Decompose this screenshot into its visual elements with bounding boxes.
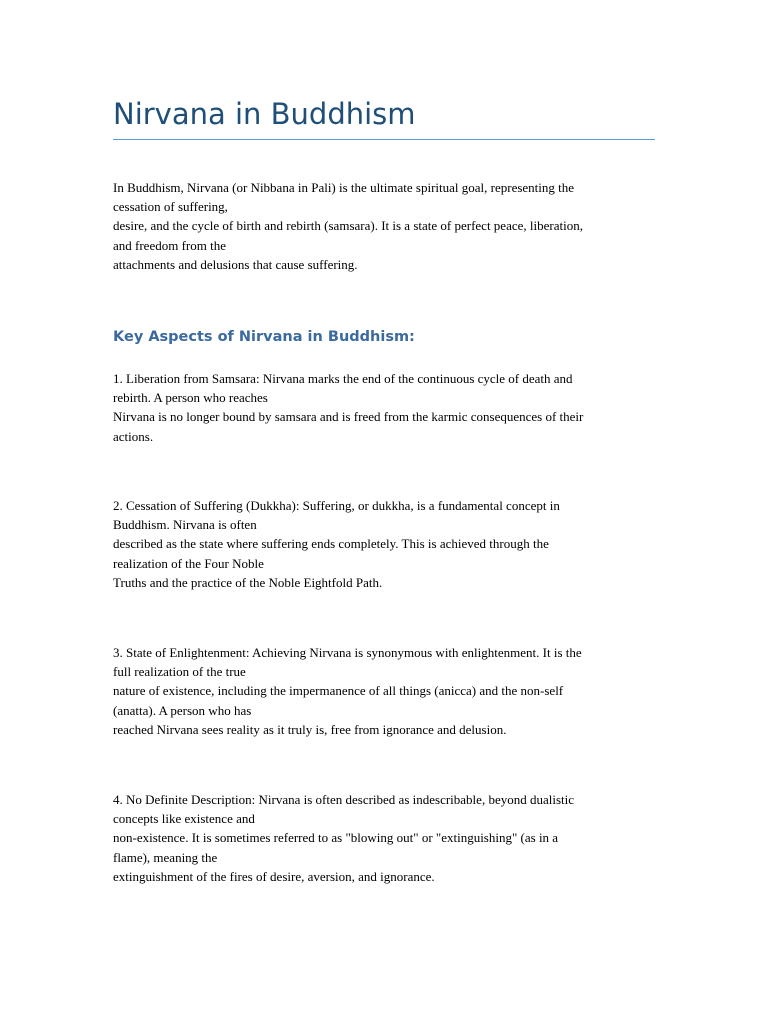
aspect-line: 2. Cessation of Suffering (Dukkha): Suffering, or dukkha, is a fundamental concept in bbox=[113, 498, 560, 513]
aspect-line: realization of the Four Noble bbox=[113, 555, 264, 571]
title-underline-divider bbox=[113, 139, 655, 140]
aspect-line: 4. No Definite Description: Nirvana is often described as indescribable, beyond dualistic bbox=[113, 792, 575, 807]
aspect-line: Buddhism. Nirvana is often bbox=[113, 517, 257, 533]
aspect-line: actions. bbox=[113, 428, 154, 444]
aspect-paragraph-1 bbox=[113, 369, 655, 446]
aspect-paragraph-2 bbox=[113, 496, 655, 592]
aspect-line: reached Nirvana sees reality as it truly is, free from ignorance and delusion. bbox=[113, 721, 507, 737]
document-title: Nirvana in Buddhism bbox=[113, 97, 416, 131]
aspect-paragraph-4 bbox=[113, 790, 655, 886]
intro-line: In Buddhism, Nirvana (or Nibbana in Pali) is the ultimate spiritual goal, representing the bbox=[113, 180, 575, 195]
intro-line: desire, and the cycle of birth and rebirth (samsara). It is a state of perfect peace, liberation, bbox=[113, 218, 583, 234]
aspect-line: (anatta). A person who has bbox=[113, 702, 252, 718]
aspect-line: 3. State of Enlightenment: Achieving Nirvana is synonymous with enlightenment. It is the bbox=[113, 645, 582, 660]
intro-line: cessation of suffering, bbox=[113, 199, 228, 215]
aspect-line: extinguishment of the fires of desire, aversion, and ignorance. bbox=[113, 868, 435, 884]
aspect-line: 1. Liberation from Samsara: Nirvana marks the end of the continuous cycle of death and bbox=[113, 371, 573, 386]
aspect-line: Truths and the practice of the Noble Eightfold Path. bbox=[113, 574, 383, 590]
section-heading: Key Aspects of Nirvana in Buddhism: bbox=[113, 329, 415, 345]
aspect-line: nature of existence, including the impermanence of all things (anicca) and the non-self bbox=[113, 683, 564, 699]
aspect-line: described as the state where suffering ends completely. This is achieved through the bbox=[113, 536, 549, 552]
aspect-line: concepts like existence and bbox=[113, 811, 255, 827]
intro-line: and freedom from the bbox=[113, 237, 226, 253]
aspect-line: non-existence. It is sometimes referred to as "blowing out" or "extinguishing" (as in a bbox=[113, 830, 559, 846]
intro-line: attachments and delusions that cause suffering. bbox=[113, 256, 358, 272]
aspect-line: rebirth. A person who reaches bbox=[113, 390, 268, 406]
aspect-line: Nirvana is no longer bound by samsara and is freed from the karmic consequences of their bbox=[113, 409, 584, 425]
aspect-line: flame), meaning the bbox=[113, 849, 218, 865]
aspect-line: full realization of the true bbox=[113, 664, 246, 680]
intro-paragraph bbox=[113, 178, 655, 274]
aspect-paragraph-3 bbox=[113, 643, 655, 739]
